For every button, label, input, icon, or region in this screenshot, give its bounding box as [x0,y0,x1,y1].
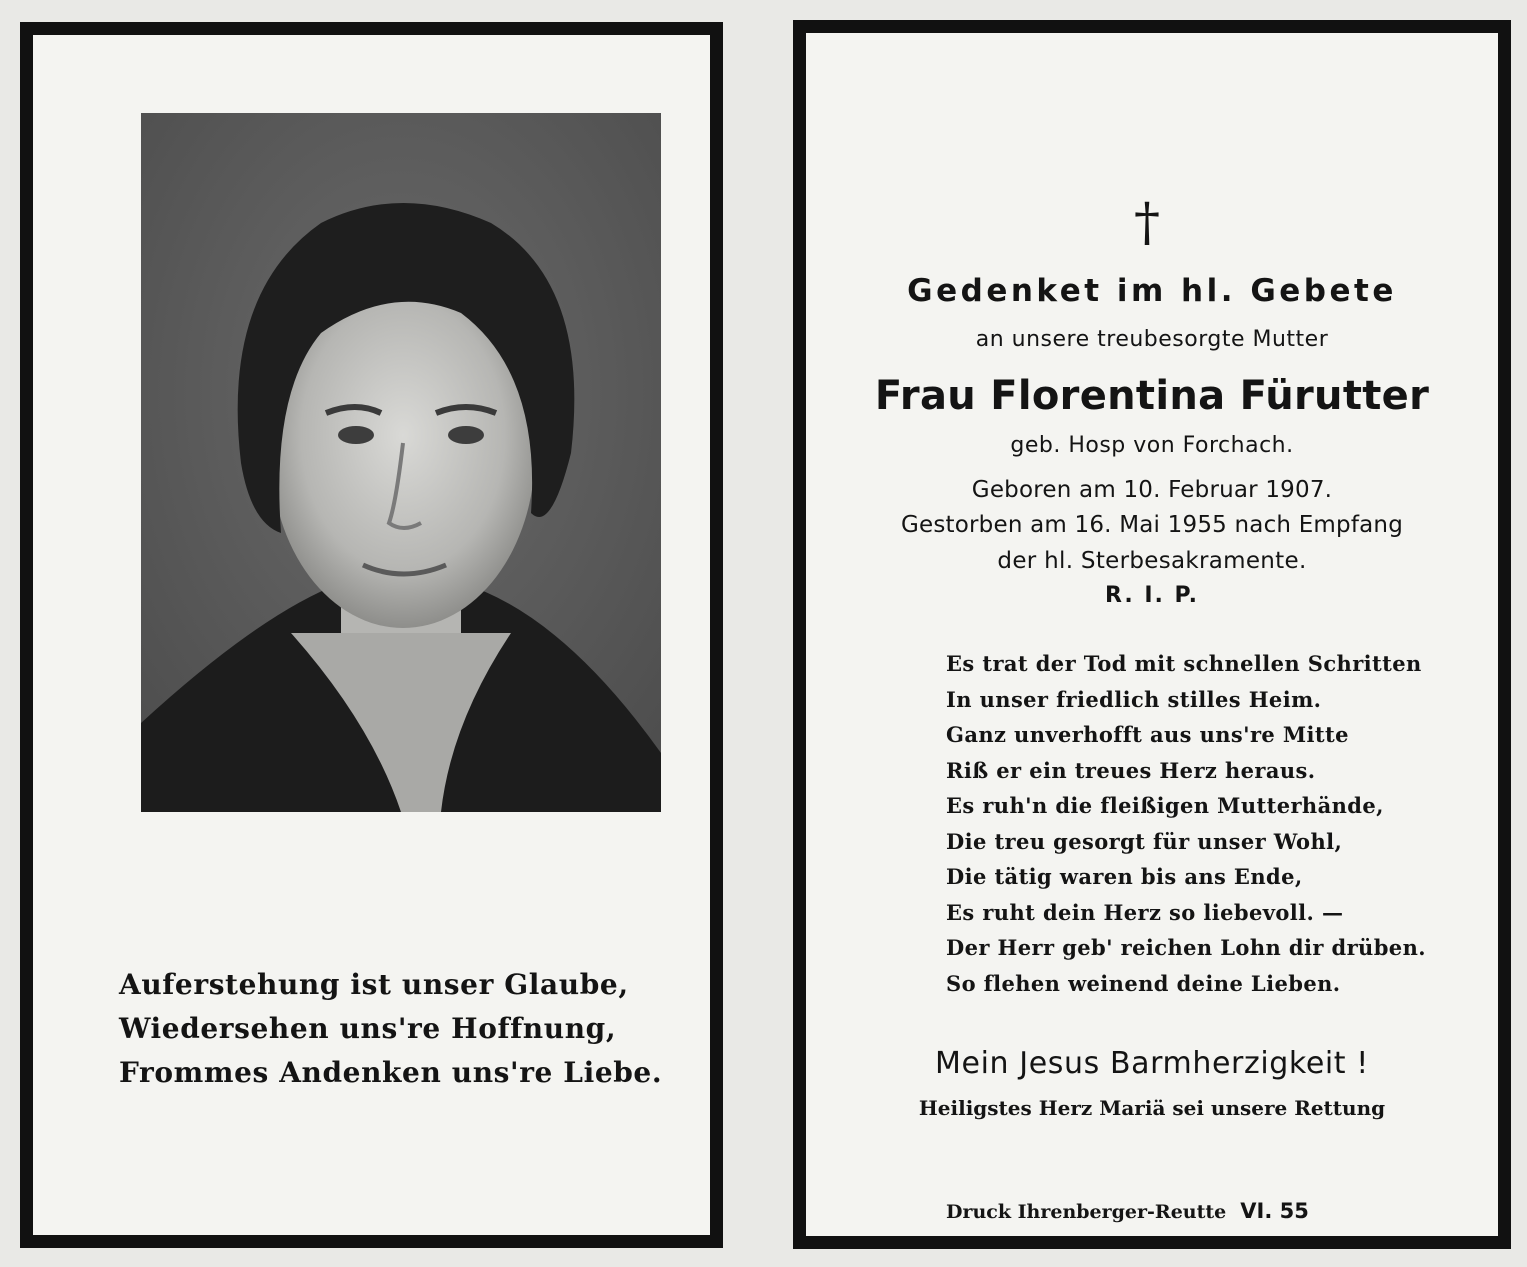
left-panel [20,22,723,1248]
printer-imprint [946,1199,1309,1223]
poem-line: In unser friedlich stilles Heim. [946,686,1322,712]
maiden-name: geb. Hosp von Forchach. [1010,433,1294,458]
poem-line: Die tätig waren bis ans Ende, [946,864,1303,889]
birth-date: Geboren am 10. Februar 1907. [971,477,1333,503]
right-panel [793,20,1511,1249]
poem-line: Es trat der Tod mit schnellen Schritten [946,651,1422,676]
poem-line: Es ruh'n die fleißigen Mutterhände, [946,793,1384,818]
printer-name: Druck Ihrenberger-Reutte [946,1201,1227,1223]
poem [946,646,1426,1001]
print-code: VI. 55 [1240,1199,1309,1223]
dedication-line: an unsere treubesorgte Mutter [975,327,1329,352]
cross-icon: † [1134,193,1160,253]
verse-line: Wiedersehen uns're Hoffnung, [119,1012,617,1045]
left-verse [119,963,662,1095]
rip-text: R. I. P. [1104,583,1199,608]
poem-line: Die treu gesorgt für unser Wohl, [946,828,1343,854]
poem-line: Ganz unverhofft aus uns're Mitte [946,722,1349,747]
death-date: Gestorben am 16. Mai 1955 nach Empfang [900,512,1404,538]
heading: Gedenket im hl. Gebete [907,273,1397,309]
poem-line: Riß er ein treues Herz heraus. [946,757,1316,783]
verse-line: Frommes Andenken uns're Liebe. [119,1056,663,1089]
prayer-jesus: Mein Jesus Barmherzigkeit ! [935,1046,1369,1081]
poem-line: Der Herr geb' reichen Lohn dir drüben. [946,935,1426,960]
poem-line: So flehen weinend deine Lieben. [946,970,1341,996]
sacraments-line: der hl. Sterbesakramente. [997,548,1307,574]
poem-line: Es ruht dein Herz so liebevoll. — [946,899,1344,925]
prayer-maria: Heiligstes Herz Mariä sei unsere Rettung [918,1096,1386,1120]
portrait-photo [141,113,661,812]
deceased-name: Frau Florentina Fürutter [874,373,1430,419]
verse-line: Auferstehung ist unser Glaube, [119,968,629,1001]
